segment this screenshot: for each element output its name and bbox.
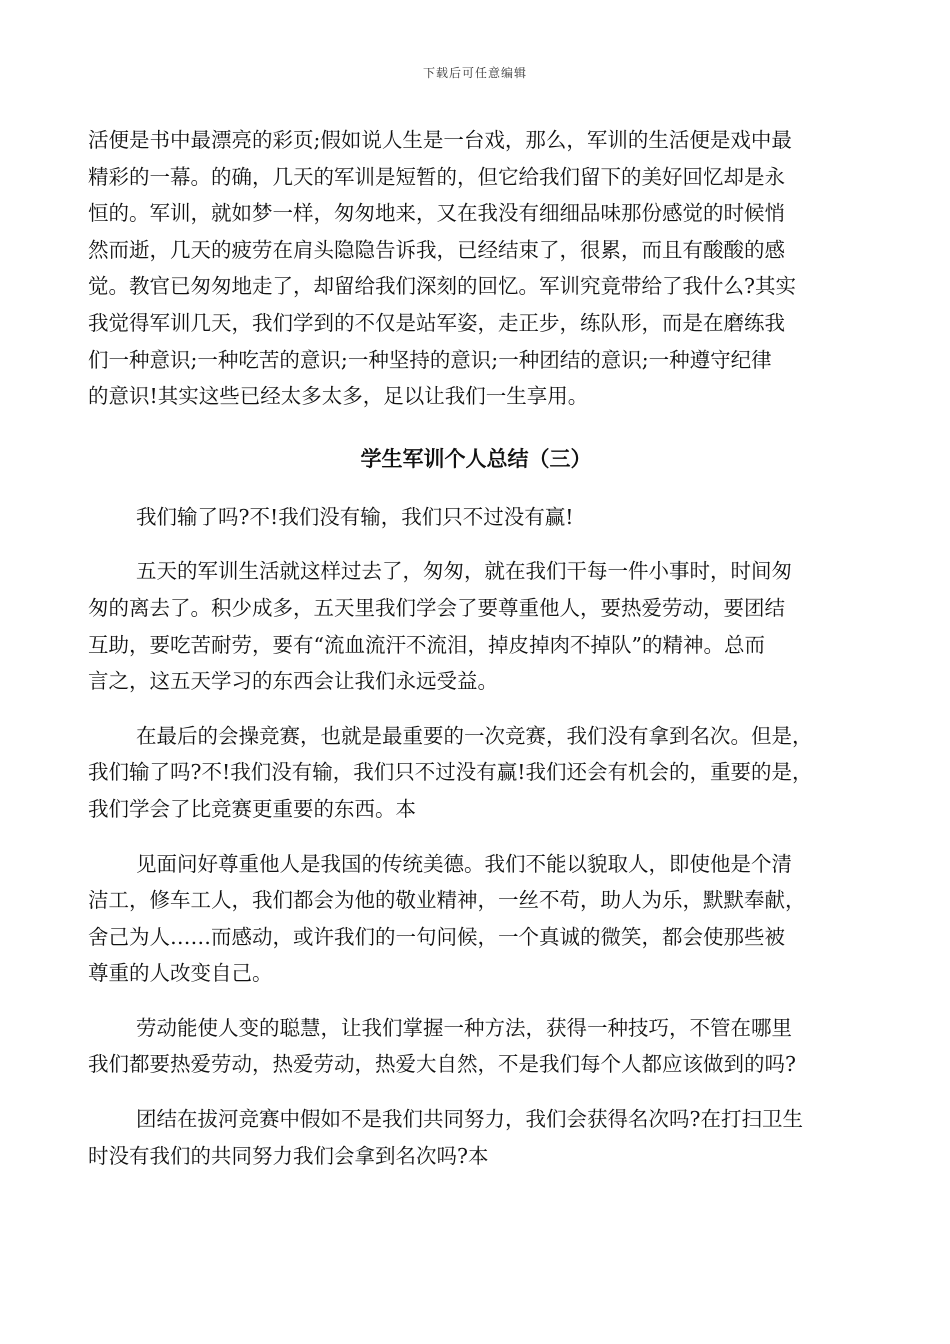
text-line: 恒的。军训，就如梦一样，匆匆地来，又在我没有细细品味那份感觉的时候悄: [88, 201, 785, 226]
text-line: 时没有我们的共同努力我们会拿到名次吗?本: [88, 1143, 489, 1168]
paragraph: [88, 846, 864, 992]
document-body: [88, 122, 864, 1174]
text-line: 五天的军训生活就这样过去了，匆匆，就在我们干每一件小事时，时间匆: [136, 559, 792, 584]
text-line: 我们都要热爱劳动，热爱劳动，热爱大自然，不是我们每个人都应该做到的吗?: [88, 1052, 796, 1077]
paragraph: [88, 499, 864, 536]
text-line: 我们学会了比竞赛更重要的东西。本: [88, 796, 416, 821]
text-line: 洁工，修车工人，我们都会为他的敬业精神，一丝不苟，助人为乐，默默奉献，: [88, 888, 806, 913]
paragraph: [88, 718, 864, 828]
text-line: 言之，这五天学习的东西会让我们永远受益。: [88, 669, 498, 694]
text-line: 尊重的人改变自己。: [88, 961, 273, 986]
text-line: 然而逝，几天的疲劳在肩头隐隐告诉我，已经结束了，很累，而且有酸酸的感: [88, 237, 785, 262]
text-line: 精彩的一幕。的确，几天的军训是短暂的，但它给我们留下的美好回忆却是永: [88, 164, 785, 189]
paragraph: [88, 1101, 864, 1174]
text-line: 们一种意识;一种吃苦的意识;一种坚持的意识;一种团结的意识;一种遵守纪律: [88, 347, 772, 372]
text-line: 我们输了吗?不!我们没有输，我们只不过没有赢!我们还会有机会的，重要的是，: [88, 760, 813, 785]
text-line: 匆的离去了。积少成多，五天里我们学会了要尊重他人，要热爱劳动，要团结: [88, 595, 785, 620]
text-line: 在最后的会操竞赛，也就是最重要的一次竞赛，我们没有拿到名次。但是，: [136, 723, 813, 748]
text-line: 我们输了吗?不!我们没有输，我们只不过没有赢!: [136, 504, 574, 529]
text-line: 见面问好尊重他人是我国的传统美德。我们不能以貌取人，即使他是个清: [136, 851, 792, 876]
text-line: 劳动能使人变的聪慧，让我们掌握一种方法，获得一种技巧，不管在哪里: [136, 1015, 792, 1040]
text-line: 我觉得军训几天，我们学到的不仅是站军姿，走正步，练队形，而是在磨练我: [88, 310, 785, 335]
section-title: 学生军训个人总结（三）: [360, 445, 592, 471]
text-line: 互助，要吃苦耐劳，要有“流血流汗不流泪，掉皮掉肉不掉队”的精神。总而: [88, 632, 765, 657]
page-header: 下载后可任意编辑: [422, 66, 527, 80]
text-line: 舍己为人……而感动，或许我们的一句问候，一个真诚的微笑，都会使那些被: [88, 924, 785, 949]
text-line: 觉。教官已匆匆地走了，却留给我们深刻的回忆。军训究竟带给了我什么?其实: [88, 274, 796, 299]
text-line: 的意识!其实这些已经太多太多，足以让我们一生享用。: [88, 384, 589, 409]
paragraph: [88, 553, 864, 699]
text-line: 活便是书中最漂亮的彩页;假如说人生是一台戏，那么，军训的生活便是戏中最: [88, 128, 792, 152]
paragraph: [88, 1010, 864, 1083]
intro-paragraph: [88, 122, 864, 415]
text-line: 团结在拔河竞赛中假如不是我们共同努力，我们会获得名次吗?在打扫卫生: [136, 1107, 803, 1132]
